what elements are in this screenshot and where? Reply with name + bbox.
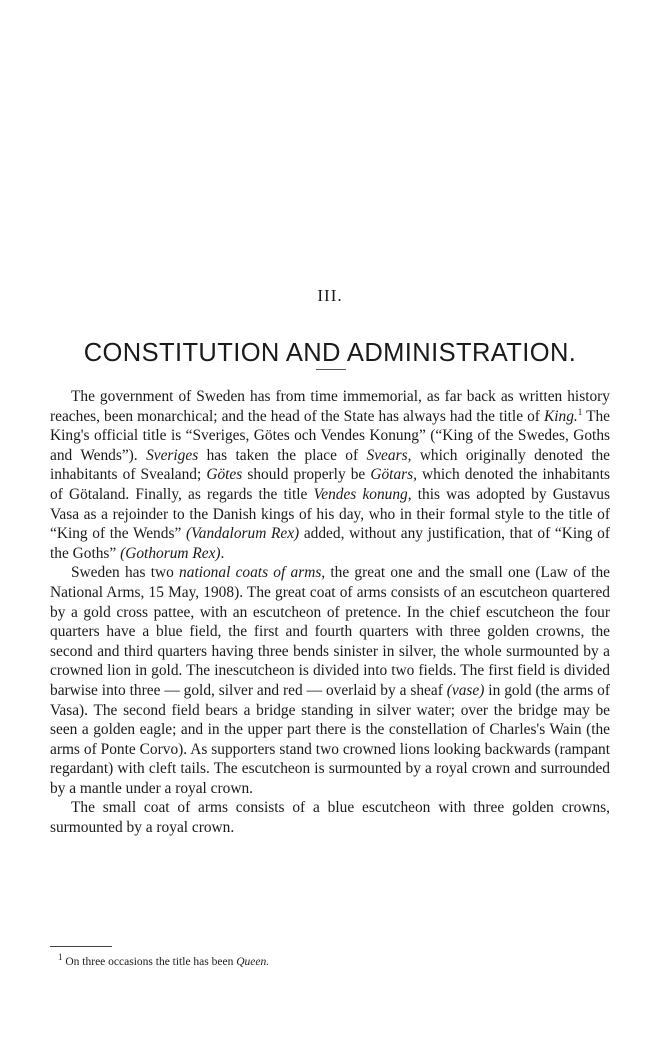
text-run: should properly be — [242, 466, 371, 484]
chapter-title: CONSTITUTION AND ADMINISTRATION. — [83, 339, 577, 368]
body-text — [50, 387, 610, 838]
text-run: this was adopted by Gustavus Vasa as a rejoinder to the Danish kings of his day, who in their formal style to the title of “King of the Wends” — [50, 485, 610, 543]
text-run: which originally denoted the inhabitants of Svealand; — [50, 446, 610, 484]
text-run: The government of Sweden has from time immemorial, as far back as written history reaches, been monarchical; and the head of the State has always had the title of — [50, 388, 610, 425]
text-run: added, without any justification, that of “King of the Goths” — [50, 525, 610, 562]
text-run: Sweden has two — [71, 564, 180, 582]
italic-svears: Svears, — [366, 446, 412, 464]
italic-king: King. — [544, 407, 578, 425]
footnote-text: On three occasions the title has been — [62, 956, 237, 968]
title-divider — [316, 369, 346, 370]
chapter-number: III. — [317, 286, 343, 305]
footnote-divider — [50, 946, 112, 947]
footnote — [58, 952, 610, 970]
italic-gothorum-rex: (Gothorum Rex) — [120, 544, 221, 562]
italic-sveriges: Sveriges — [146, 446, 199, 464]
text-run: in gold (the arms of Vasa). The second field bears a bridge standing in silver water; over the bridge may be seen a golden eagle; and in the upper part there is the constellation of Charles's Wain (the arms of Ponte Corvo). As supporters stand two crowned lions looking backwards (rampant regardant) with cleft tails. The escutcheon is surmounted by a royal crown and surrounded by a mantle under a royal crown. — [50, 681, 610, 797]
footnote-marker: 1 — [58, 952, 63, 963]
italic-vandalorum-rex: (Vandalorum Rex) — [185, 525, 300, 543]
text-run: . — [220, 544, 225, 562]
text-run: the great one and the small one (Law of the National Arms, 15 May, 1908). The great coat of arms consists of an escutcheon quartered by a gold cross pattee, with an escutcheon of pretence. In the chief escutcheon the four quarters have a blue field, the first and fourth quarters with three golden crowns, the second and third quarters having three bends sinister in silver, the whole surmounted by a crowned lion in gold. The inescutcheon is divided into two fields. The first field is divided barwise into three — gold, silver and red — overlaid by a sheaf — [50, 564, 610, 699]
text-run: has taken the place of — [198, 446, 367, 464]
italic-queen: Queen. — [236, 956, 270, 968]
italic-gotars: Götars, — [370, 466, 417, 484]
italic-national-coats: national coats of arms, — [179, 564, 326, 582]
paragraph-3: The small coat of arms consists of a blue escutcheon with three golden crowns, surmounted by a royal crown. — [50, 799, 610, 837]
footnote-reference: 1 — [577, 406, 583, 417]
text-run: which denoted the inhabitants of Götaland. Finally, as regards the title — [50, 466, 611, 503]
italic-vase: (vase) — [446, 681, 485, 699]
italic-gotes: Götes — [206, 466, 243, 484]
italic-vendes-konung: Vendes konung, — [313, 485, 412, 503]
text-run: The King's official title is “Sveriges, Götes och Vendes Konung” (“King of the Swedes, Goths and Wends”). — [50, 407, 611, 464]
paragraph-1 — [50, 387, 610, 563]
paragraph-2 — [50, 563, 610, 798]
